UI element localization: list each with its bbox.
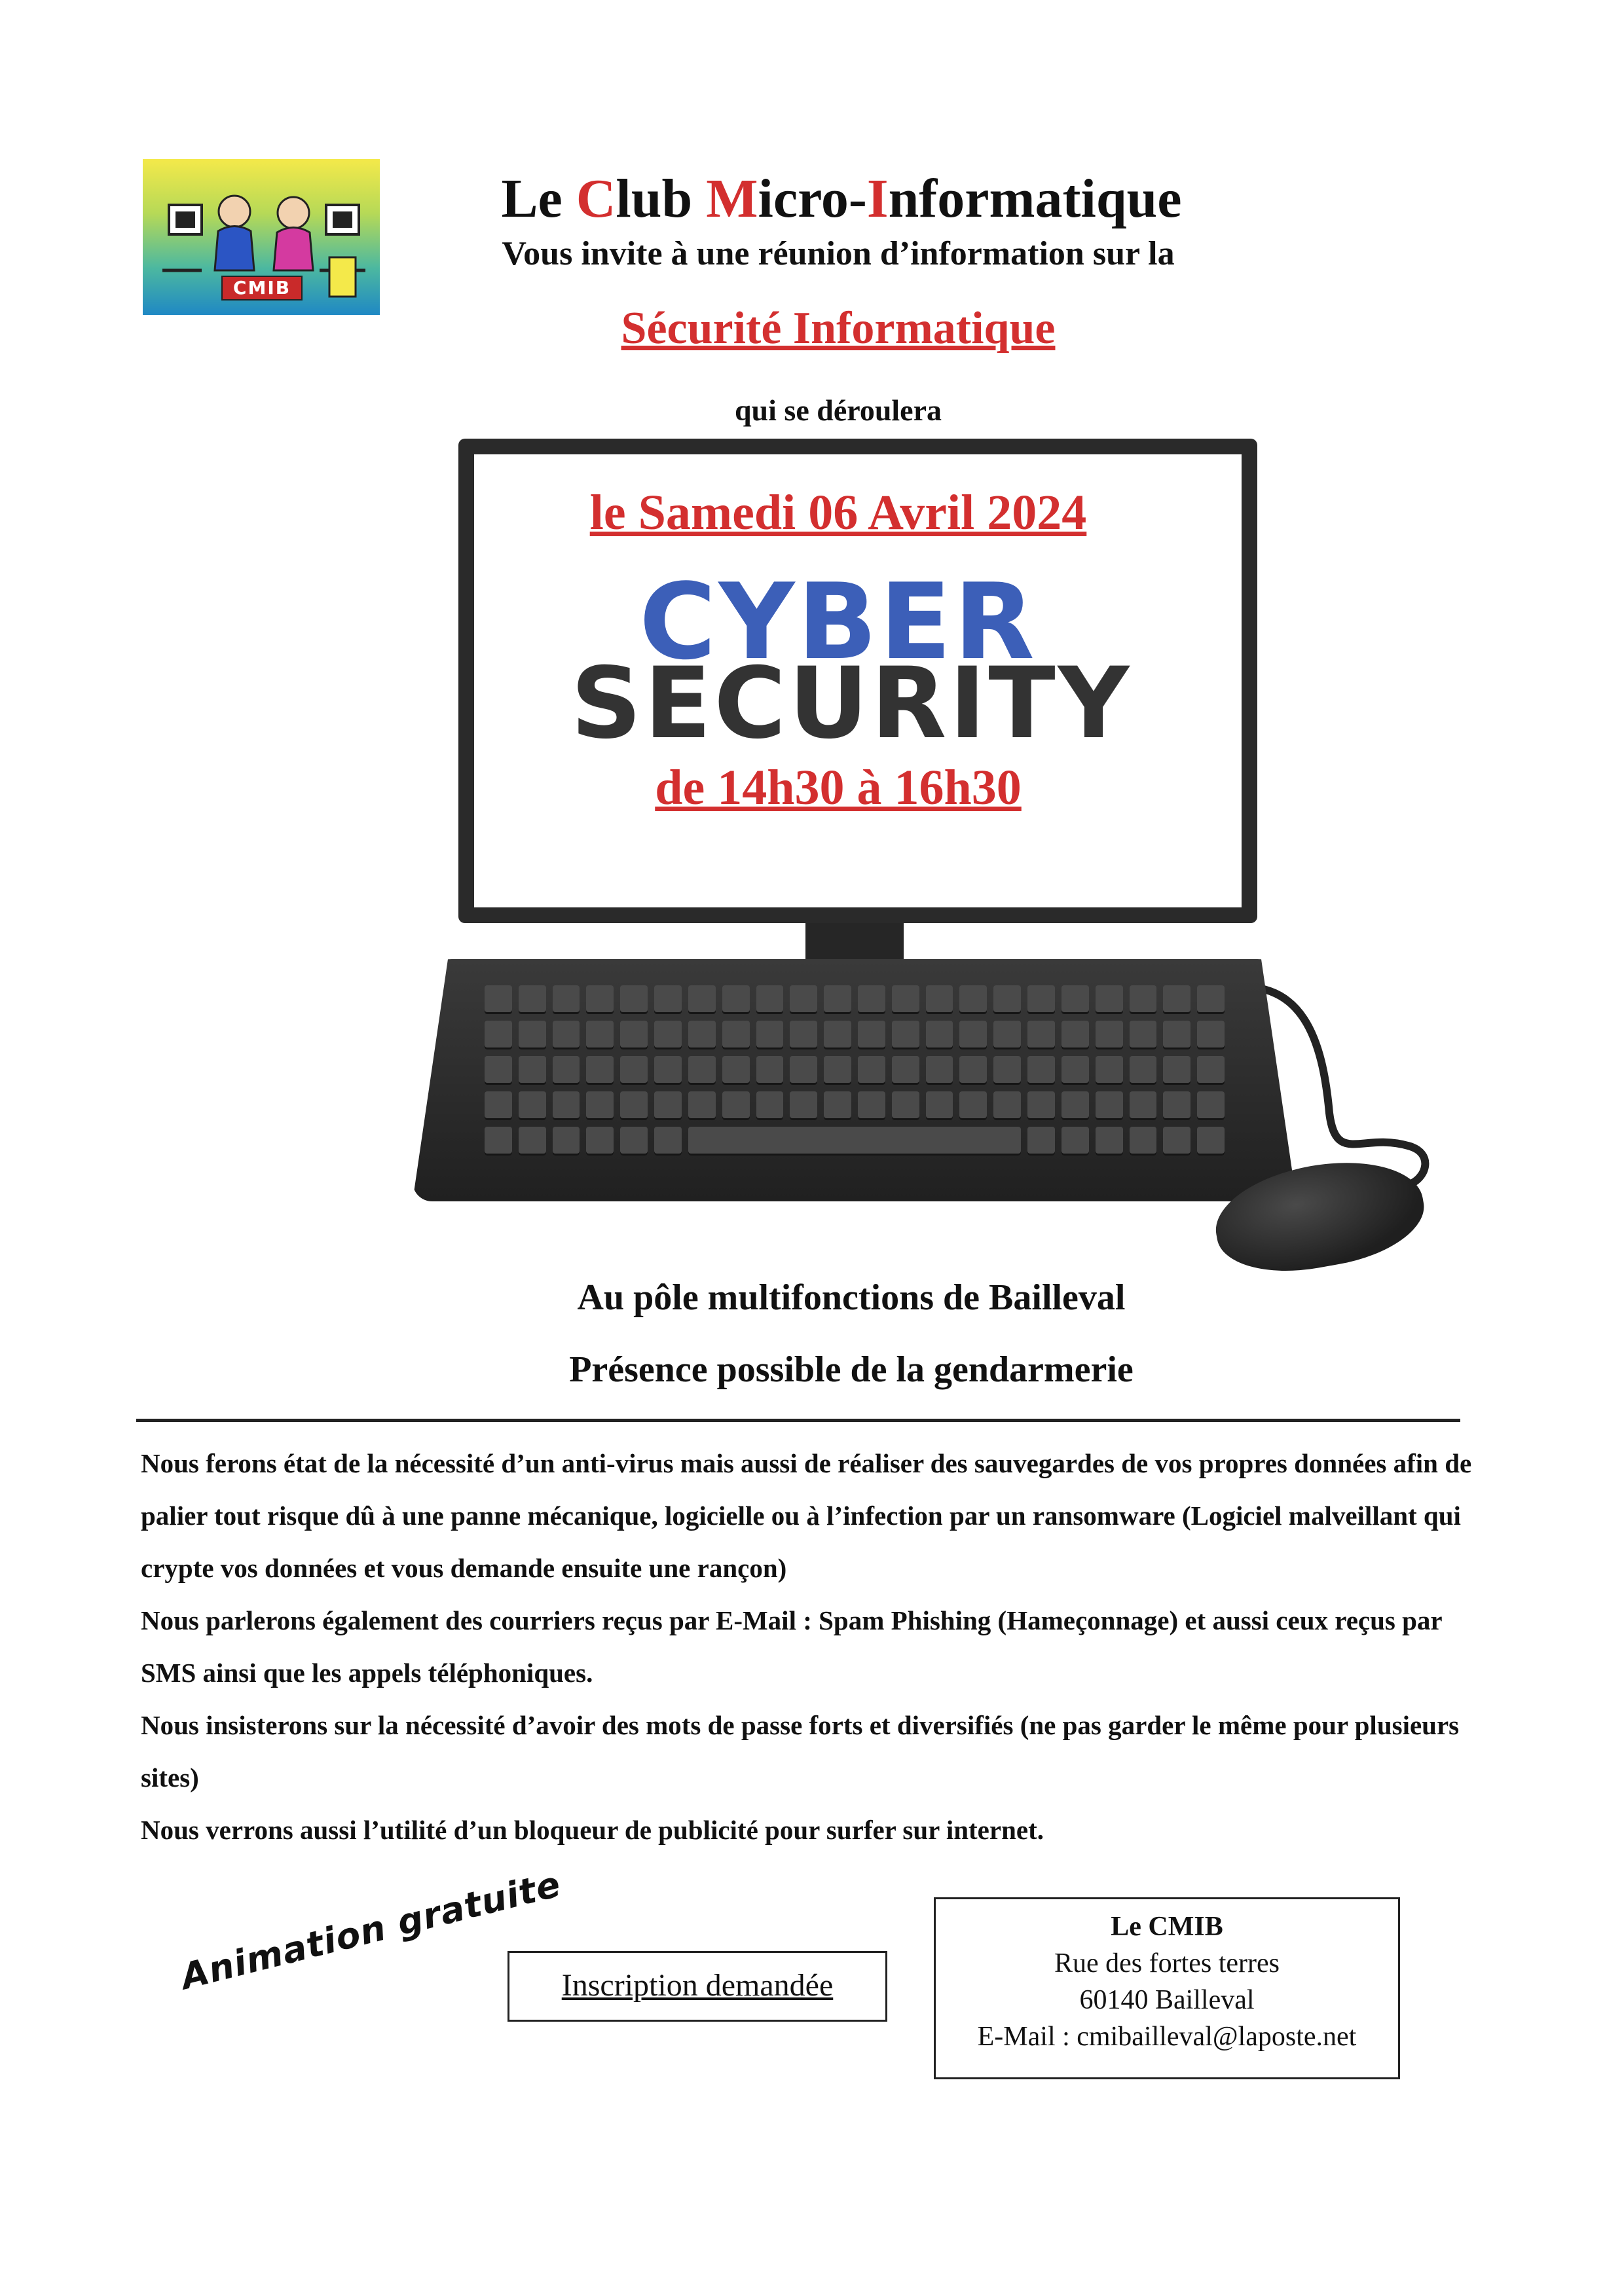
- keyboard-key: [654, 1021, 682, 1049]
- title-part: icro-: [758, 168, 867, 229]
- address-box: [934, 1897, 1400, 2079]
- address-street: Rue des fortes terres: [1054, 1948, 1280, 1978]
- keyboard-key: [1130, 1056, 1157, 1085]
- body-paragraph: Nous verrons aussi l’utilité d’un bloqueur de publicité pour surfer sur internet.: [141, 1815, 1044, 1845]
- keyboard-key: [959, 1056, 987, 1085]
- title-part-initial: C: [576, 168, 616, 229]
- keyboard-key: [959, 1021, 987, 1049]
- title-part: nformatique: [888, 168, 1182, 229]
- keyboard-key: [688, 1127, 1021, 1156]
- inscription-box: Inscription demandée: [507, 1951, 887, 2022]
- keyboard-key: [1130, 1127, 1157, 1156]
- keyboard-key: [485, 985, 512, 1014]
- keyboard-key: [790, 1056, 817, 1085]
- keyboard-key: [1163, 985, 1190, 1014]
- keyboard-key: [1027, 1091, 1055, 1120]
- keyboard-key: [993, 1056, 1021, 1085]
- monitor-stand: [805, 923, 904, 962]
- keyboard-key: [519, 1021, 546, 1049]
- keyboard-key: [993, 1021, 1021, 1049]
- keyboard-key: [1130, 985, 1157, 1014]
- keyboard-illustration: [413, 959, 1297, 1201]
- keyboard-key: [620, 1127, 648, 1156]
- keyboard-key: [586, 985, 614, 1014]
- keyboard-key: [1027, 1056, 1055, 1085]
- keyboard-key: [858, 1056, 885, 1085]
- keyboard-key: [1163, 1056, 1190, 1085]
- keyboard-key: [688, 1021, 716, 1049]
- keyboard-key: [756, 1021, 784, 1049]
- page-title: [0, 167, 1624, 230]
- keyboard-key: [993, 985, 1021, 1014]
- free-event-stamp: Animation gratuite: [177, 1863, 565, 1998]
- keyboard-key: [553, 1021, 580, 1049]
- keyboard-key: [858, 1091, 885, 1120]
- title-part: lub: [616, 168, 707, 229]
- subtitle: Vous invite à une réunion d’information sur la: [502, 235, 1175, 272]
- keyboard-key: [1096, 1021, 1123, 1049]
- keyboard-key: [756, 1091, 784, 1120]
- keyboard-key: [586, 1127, 614, 1156]
- keyboard-key: [1027, 1021, 1055, 1049]
- keyboard-key: [654, 1056, 682, 1085]
- keyboard-key: [926, 985, 953, 1014]
- keyboard-key: [790, 985, 817, 1014]
- cyber-word: CYBER: [639, 560, 1037, 683]
- keyboard-key: [926, 1021, 953, 1049]
- keyboard-key: [688, 1056, 716, 1085]
- keyboard-key: [586, 1021, 614, 1049]
- keyboard-key: [1130, 1091, 1157, 1120]
- body-paragraph: Nous parlerons également des courriers reçus par E-Mail : Spam Phishing (Hameçonnage) et aussi ceux reçus par SMS ainsi que les appels téléphoniques.: [141, 1605, 1442, 1688]
- keyboard-key: [790, 1021, 817, 1049]
- keyboard-key: [1061, 985, 1089, 1014]
- body-paragraph: Nous insisterons sur la nécessité d’avoir des mots de passe forts et diversifiés (ne pas garder le même pour plusieurs sites): [141, 1710, 1460, 1793]
- address-name: Le CMIB: [1111, 1912, 1223, 1942]
- security-word: SECURITY: [570, 647, 1132, 761]
- keyboard-key: [485, 1056, 512, 1085]
- keyboard-key: [892, 985, 919, 1014]
- keyboard-key: [1027, 985, 1055, 1014]
- keyboard-key: [892, 1021, 919, 1049]
- gendarmerie-note: Présence possible de la gendarmerie: [569, 1349, 1134, 1390]
- keyboard-key: [620, 985, 648, 1014]
- address-city: 60140 Bailleval: [1079, 1985, 1255, 2015]
- keyboard-key: [959, 1091, 987, 1120]
- keyboard-key: [1096, 1091, 1123, 1120]
- title-part-initial: M: [706, 168, 758, 229]
- keyboard-key: [1096, 985, 1123, 1014]
- keyboard-keys: [485, 985, 1225, 1156]
- keyboard-key: [1061, 1091, 1089, 1120]
- keyboard-key: [1096, 1056, 1123, 1085]
- keyboard-key: [485, 1021, 512, 1049]
- keyboard-key: [553, 985, 580, 1014]
- keyboard-key: [790, 1091, 817, 1120]
- keyboard-key: [858, 985, 885, 1014]
- keyboard-key: [959, 985, 987, 1014]
- keyboard-key: [519, 1127, 546, 1156]
- keyboard-key: [586, 1056, 614, 1085]
- keyboard-key: [1061, 1127, 1089, 1156]
- keyboard-key: [553, 1056, 580, 1085]
- keyboard-key: [1197, 1091, 1225, 1120]
- topic-heading: Sécurité Informatique: [621, 303, 1056, 354]
- keyboard-key: [722, 1056, 750, 1085]
- keyboard-key: [519, 1056, 546, 1085]
- keyboard-key: [553, 1127, 580, 1156]
- keyboard-key: [553, 1091, 580, 1120]
- keyboard-key: [892, 1091, 919, 1120]
- event-hours: de 14h30 à 16h30: [655, 760, 1022, 815]
- keyboard-key: [756, 985, 784, 1014]
- keyboard-key: [824, 985, 851, 1014]
- keyboard-key: [688, 1091, 716, 1120]
- keyboard-key: [824, 1056, 851, 1085]
- keyboard-key: [654, 1091, 682, 1120]
- keyboard-key: [1197, 1127, 1225, 1156]
- keyboard-key: [654, 985, 682, 1014]
- keyboard-key: [586, 1091, 614, 1120]
- keyboard-key: [926, 1091, 953, 1120]
- address-email: E-Mail : cmibailleval@laposte.net: [977, 2022, 1357, 2052]
- event-date: le Samedi 06 Avril 2024: [589, 485, 1087, 540]
- body-paragraph: Nous ferons état de la nécessité d’un anti-virus mais aussi de réaliser des sauvegardes de vos propres données afin de palier tout risque dû à une panne mécanique, logicielle ou à l’infection par un ransomware (Logiciel malveillant qui crypte vos données et vous demande ensuite une rançon): [141, 1448, 1472, 1583]
- body-text: [141, 1437, 1477, 1856]
- keyboard-key: [892, 1056, 919, 1085]
- keyboard-key: [654, 1127, 682, 1156]
- keyboard-key: [620, 1056, 648, 1085]
- keyboard-key: [620, 1091, 648, 1120]
- keyboard-key: [485, 1091, 512, 1120]
- keyboard-key: [1096, 1127, 1123, 1156]
- keyboard-key: [1197, 1021, 1225, 1049]
- title-part-initial: I: [866, 168, 889, 229]
- keyboard-key: [1163, 1091, 1190, 1120]
- keyboard-key: [722, 1091, 750, 1120]
- keyboard-key: [824, 1021, 851, 1049]
- keyboard-key: [1197, 1056, 1225, 1085]
- keyboard-key: [1130, 1021, 1157, 1049]
- keyboard-key: [993, 1091, 1021, 1120]
- keyboard-key: [485, 1127, 512, 1156]
- keyboard-key: [688, 985, 716, 1014]
- keyboard-key: [722, 985, 750, 1014]
- keyboard-key: [620, 1021, 648, 1049]
- keyboard-key: [1027, 1127, 1055, 1156]
- title-part: Le: [501, 168, 576, 229]
- venue-location: Au pôle multifonctions de Bailleval: [577, 1277, 1126, 1318]
- keyboard-key: [926, 1056, 953, 1085]
- keyboard-key: [858, 1021, 885, 1049]
- keyboard-key: [722, 1021, 750, 1049]
- keyboard-key: [1061, 1056, 1089, 1085]
- keyboard-key: [519, 985, 546, 1014]
- deroulera-text: qui se déroulera: [734, 393, 942, 427]
- keyboard-key: [824, 1091, 851, 1120]
- logo-label: CMIB: [221, 276, 303, 301]
- section-divider: [136, 1419, 1460, 1422]
- keyboard-key: [519, 1091, 546, 1120]
- keyboard-key: [756, 1056, 784, 1085]
- keyboard-key: [1163, 1021, 1190, 1049]
- keyboard-key: [1163, 1127, 1190, 1156]
- keyboard-key: [1061, 1021, 1089, 1049]
- keyboard-key: [1197, 985, 1225, 1014]
